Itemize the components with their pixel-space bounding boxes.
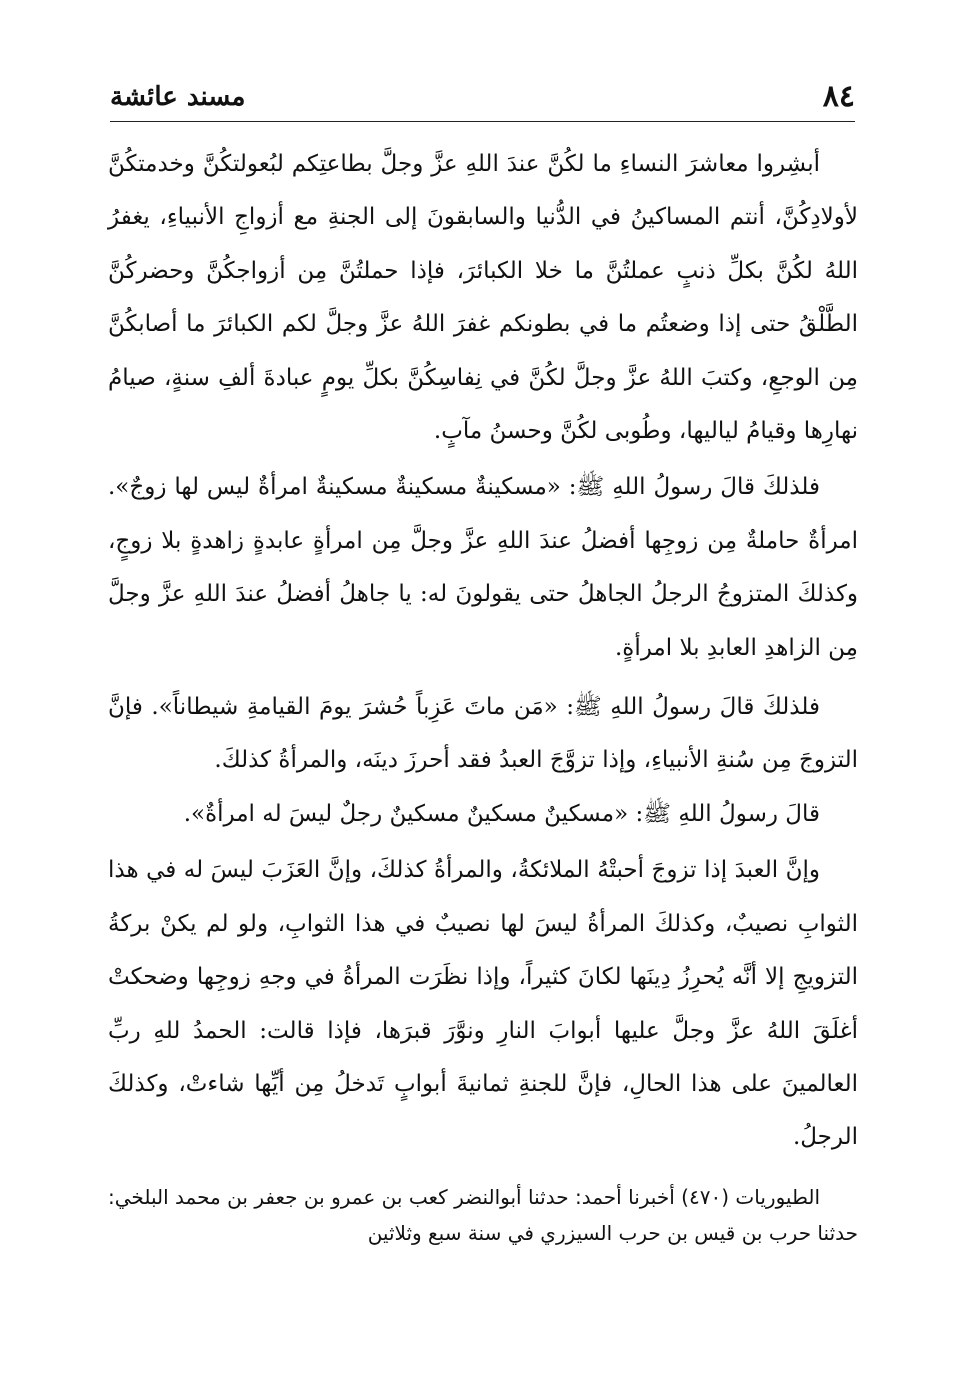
page-number: ٨٤ [822, 79, 855, 114]
main-text [108, 138, 858, 1251]
paragraph: وإنَّ العبدَ إذا تزوجَ أحبتْهُ الملائكةُ، والمرأةُ كذلكَ، وإنَّ العَزَبَ ليسَ له في هذا الثوابِ نصيبٌ، وكذلكَ المرأةُ ليسَ لها نصيبٌ في هذا الثوابِ، ولو لم يكنْ بركةُ التزويجِ إلا أنَّه يُحرِزُ دِينَها لكانَ كثيراً، وإذا نظَرَت المرأةُ في وجهِ زوجِها وضحكتْ أغلَقَ اللهُ عزَّ وجلَّ عليها أبوابَ النارِ ونوَّرَ قبرَها، فإذا قالت: الحمدُ للهِ ربِّ العالمينَ على هذا الحالِ، فإنَّ للجنةِ ثمانيةَ أبوابٍ تَدخلُ مِن أيِّها شاءتْ، وكذلكَ الرجلُ. [108, 857, 858, 1151]
header-divider [110, 121, 855, 122]
paragraph: فلذلكَ قالَ رسولُ اللهِ ﷺ: «مَن ماتَ عَزِباً حُشرَ يومَ القيامةِ شيطاناً». فإنَّ التزوجَ مِن سُنةِ الأنبياءِ، وإذا تزوَّجَ العبدُ فقد أحرزَ دينَه، والمرأةُ كذلكَ. [108, 694, 858, 774]
page-header [110, 80, 855, 120]
running-title: مسند عائشة [110, 82, 246, 112]
paragraph: فلذلكَ قالَ رسولُ اللهِ ﷺ: «مسكينةٌ مسكينةٌ مسكينةٌ امرأةٌ ليس لها زوجٌ». امرأةٌ حاملةٌ مِن زوجِها أفضلُ عندَ اللهِ عزَّ وجلَّ مِن امرأةٍ عابدةٍ زاهدةٍ بلا زوجٍ، وكذلكَ المتزوجُ الرجلُ الجاهلُ حتى يقولونَ له: يا جاهلُ أفضلُ عندَ اللهِ عزَّ وجلَّ مِن الزاهدِ العابدِ بلا امرأةٍ. [108, 474, 858, 661]
paragraph: قالَ رسولُ اللهِ ﷺ: «مسكينٌ مسكينٌ مسكينٌ رجلٌ ليسَ له امرأةٌ». [183, 800, 820, 827]
paragraph: أبشِروا معاشرَ النساءِ ما لكُنَّ عندَ اللهِ عزَّ وجلَّ بطاعتِكم لبُعولتكُنَّ وخدمتكُنَّ لأولادِكُنَّ، أنتم المساكينُ في الدُّنيا والسابقونَ إلى الجنةِ مع أزواجِ الأنبياءِ، يغفرُ اللهُ لكُنَّ بكلِّ ذنبٍ عملتُنَّ ما خلا الكبائرَ، فإذا حملتُنَّ مِن أزواجكُنَّ وحضركُنَّ الطَّلْقُ حتى إذا وضعتُم ما في بطونكم غفرَ اللهُ عزَّ وجلَّ لكم الكبائرَ ما أصابكُنَّ مِن الوجعِ، وكتبَ اللهُ عزَّ وجلَّ لكُنَّ في نِفاسِكُنَّ بكلِّ يومٍ عبادةَ ألفِ سنةٍ، صيامُ نهارِها وقيامُ لياليها، وطُوبى لكُنَّ وحسنُ مآبٍ. [108, 151, 858, 445]
source-citation: الطيوريات (٤٧٠) أخبرنا أحمد: حدثنا أبوالنضر كعب بن عمرو بن جعفر بن محمد البلخي: حدثنا حرب بن قيس بن حرب السيزري في سنة سبع وثلاثين [108, 1184, 858, 1245]
